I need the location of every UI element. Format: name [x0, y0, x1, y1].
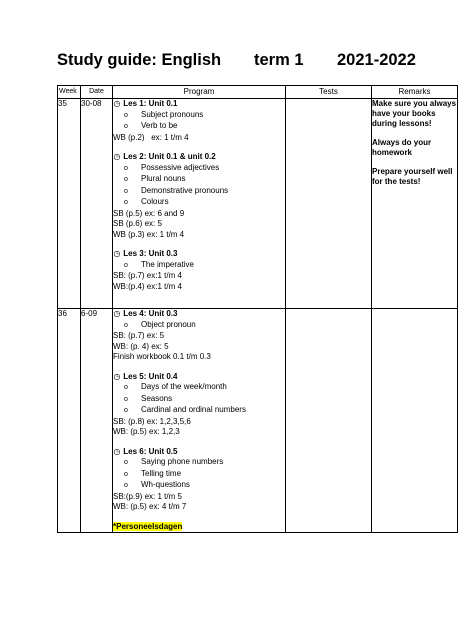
col-program-header: Program [113, 86, 286, 99]
program-cell [113, 309, 286, 533]
list-item: o Wh-questions [113, 480, 285, 492]
clock-icon: ◷ [113, 446, 121, 456]
title-term: term 1 [254, 51, 304, 69]
list-item: o Demonstrative pronouns [113, 186, 285, 198]
table-header-row [58, 86, 458, 99]
bullet-icon: o [124, 164, 128, 172]
lesson-title: ◷ Les 2: Unit 0.1 & unit 0.2 [113, 152, 216, 161]
exercise-line: Finish workbook 0.1 t/m 0.3 [113, 352, 211, 361]
col-tests-header: Tests [286, 86, 372, 99]
bullet-icon: o [124, 395, 128, 403]
lesson-title: ◷ Les 6: Unit 0.5 [113, 446, 178, 456]
list-item: o Object pronoun [113, 320, 285, 332]
clock-icon: ◷ [113, 309, 121, 318]
exercise-line: SB: (p.7) ex:1 t/m 4 [113, 271, 182, 280]
document-title [57, 51, 437, 73]
list-item: o Plural nouns [113, 174, 285, 186]
tests-cell [286, 99, 372, 309]
clock-icon: ◷ [113, 371, 121, 381]
list-item: o Saying phone numbers [113, 457, 285, 469]
col-date-header: Date [81, 86, 113, 99]
remark-text: Always do your homework [372, 138, 432, 157]
note-line [113, 522, 285, 533]
bullet-icon: o [124, 176, 128, 183]
title-subject: Study guide: English [57, 51, 222, 69]
bullet-icon: o [124, 482, 128, 489]
list-item: o Verb to be [113, 121, 285, 133]
list-item: o Telling time [113, 469, 285, 481]
remarks-cell [372, 99, 458, 309]
clock-icon: ◷ [113, 152, 121, 161]
list-item: o Days of the week/month [113, 382, 285, 394]
bullet-icon: o [124, 111, 128, 119]
program-cell [113, 99, 286, 309]
remark-text: Make sure you always have your books during lessons! [372, 99, 457, 128]
remark-text: Prepare yourself well for the tests! [372, 167, 453, 186]
exercise-line: SB (p.6) ex: 5 [113, 219, 162, 228]
highlighted-note: *Personeelsdagen [113, 521, 183, 531]
exercise-line: WB (p.3) ex: 1 t/m 4 [113, 229, 185, 239]
exercise-line: WB: (p.5) ex: 4 t/m 7 [113, 502, 187, 511]
clock-icon: ◷ [113, 99, 121, 108]
list-item: o The imperative [113, 260, 285, 272]
bullet-icon: o [124, 261, 128, 269]
exercise-line: SB: (p.7) ex: 5 [113, 331, 165, 340]
study-guide-table [57, 85, 458, 533]
bullet-icon: o [124, 459, 128, 466]
week-cell: 36 [58, 309, 81, 533]
table-row [58, 309, 458, 533]
clock-icon: ◷ [113, 249, 121, 258]
lesson-title: ◷ Les 5: Unit 0.4 [113, 371, 178, 381]
list-item: o Colours [113, 197, 285, 209]
exercise-line: WB (p.2) ex: 1 t/m 4 [113, 132, 189, 142]
week-cell: 35 [58, 99, 81, 309]
bullet-icon: o [124, 187, 128, 195]
list-item: o Cardinal and ordinal numbers [113, 405, 285, 417]
exercise-line: WB:(p.4) ex:1 t/m 4 [113, 281, 182, 291]
exercise-line: SB: (p.8) ex: 1,2,3,5,6 [113, 416, 191, 426]
exercise-line: SB (p.5) ex: 6 and 9 [113, 208, 185, 218]
bullet-icon: o [124, 470, 128, 478]
exercise-line: SB:(p.9) ex: 1 t/m 5 [113, 491, 182, 501]
date-cell: 6-09 [81, 309, 113, 533]
remarks-cell [372, 309, 458, 533]
lesson-title: ◷ Les 3: Unit 0.3 [113, 249, 178, 258]
tests-cell [286, 309, 372, 533]
bullet-icon: o [124, 321, 128, 329]
bullet-icon: o [124, 199, 128, 206]
list-item: o Seasons [113, 394, 285, 406]
bullet-icon: o [124, 407, 128, 414]
list-item: o Possessive adjectives [113, 163, 285, 175]
bullet-icon: o [124, 123, 128, 130]
col-remarks-header: Remarks [372, 86, 458, 99]
col-week-header: Week [58, 86, 81, 99]
bullet-icon: o [124, 384, 128, 391]
list-item: o Subject pronouns [113, 110, 285, 122]
table-row [58, 99, 458, 309]
title-year: 2021-2022 [337, 51, 416, 69]
lesson-title: ◷ Les 4: Unit 0.3 [113, 309, 178, 318]
exercise-line: WB: (p.5) ex: 1,2,3 [113, 427, 180, 436]
date-cell: 30-08 [81, 99, 113, 309]
exercise-line: WB: (p. 4) ex: 5 [113, 341, 169, 351]
lesson-title: ◷ Les 1: Unit 0.1 [113, 99, 178, 108]
